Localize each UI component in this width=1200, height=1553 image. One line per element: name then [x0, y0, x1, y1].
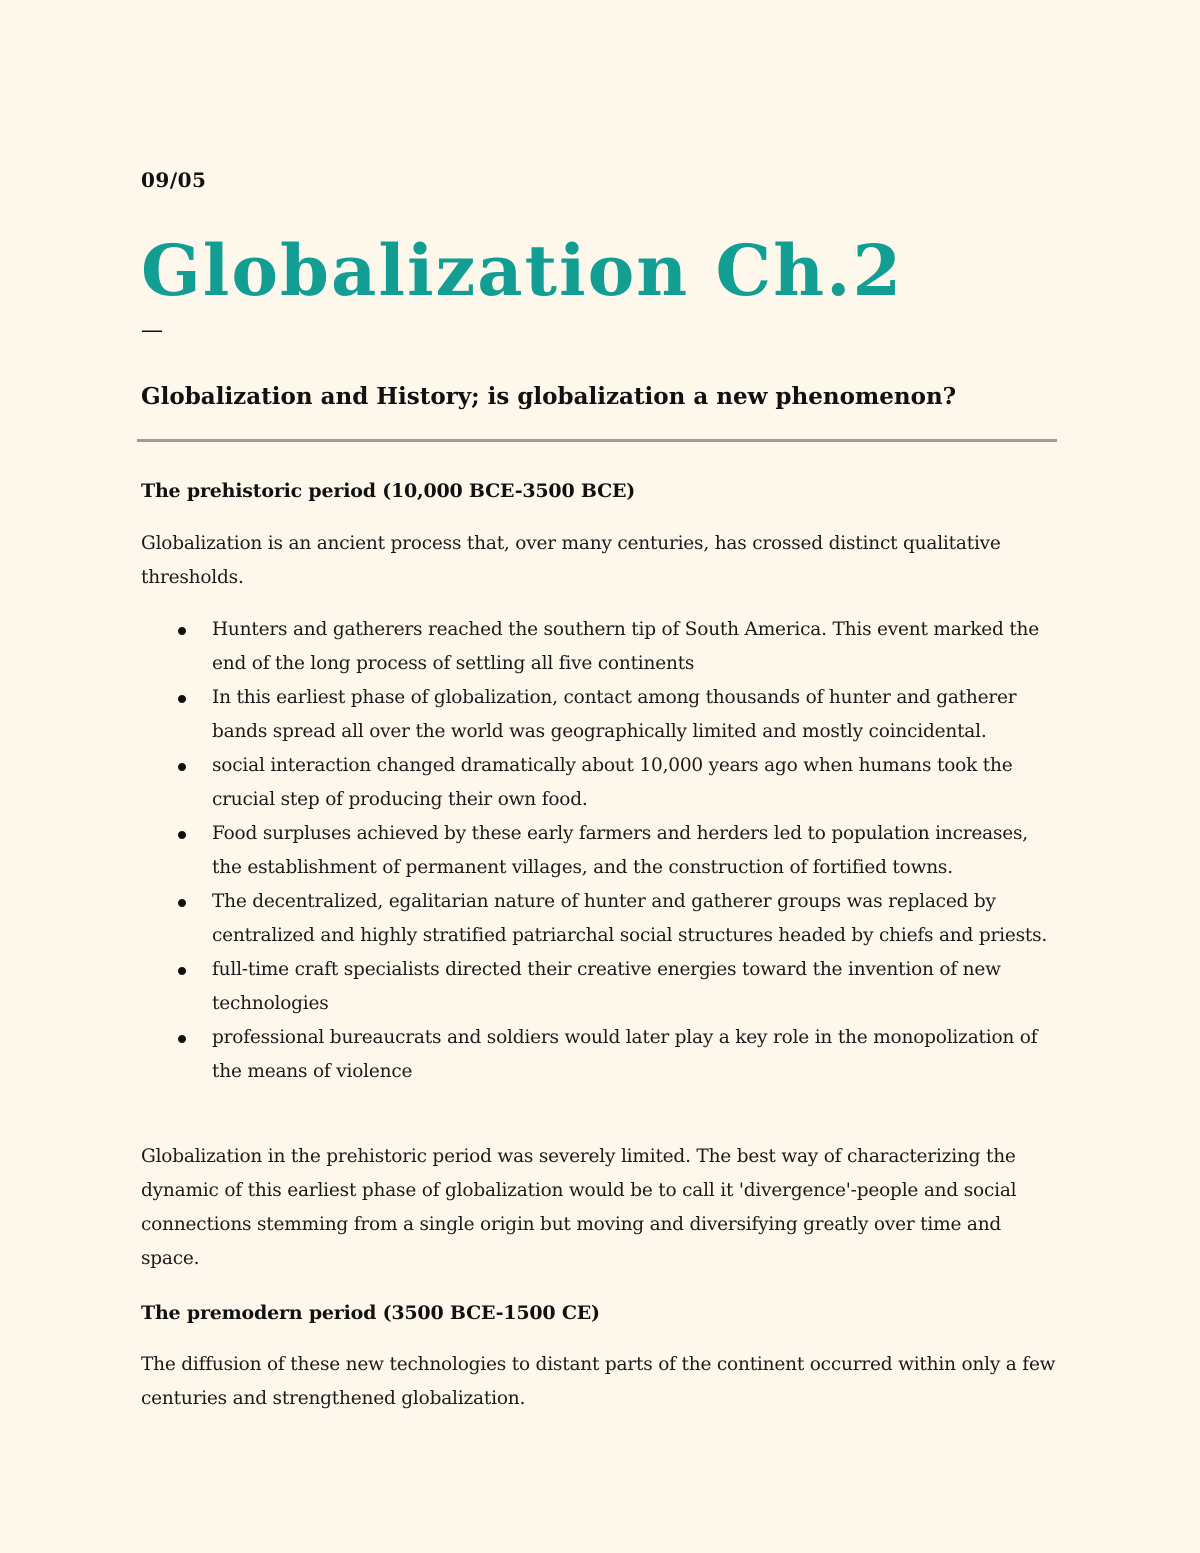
bullet-icon: [178, 899, 186, 907]
list-item: [141, 1021, 1057, 1089]
list-item-text: full-time craft specialists directed their creative energies toward the invention of new technologies: [212, 959, 1001, 1014]
list-item-text: professional bureaucrats and soldiers would later play a key role in the monopolization of the means of violence: [212, 1027, 1038, 1082]
list-item: [141, 817, 1057, 885]
list-item: [141, 953, 1057, 1021]
list-item: [141, 613, 1057, 681]
bullet-icon: [178, 831, 186, 839]
section-heading-prehistoric: The prehistoric period (10,000 BCE-3500 BCE): [141, 480, 636, 502]
list-item: [141, 885, 1057, 953]
list-item-text: The decentralized, egalitarian nature of hunter and gatherer groups was replaced by centralized and highly stratified patriarchal social structures headed by chiefs and priests.: [212, 891, 1048, 946]
title-dash: —: [141, 318, 163, 343]
horizontal-divider: [137, 439, 1057, 442]
section-heading-premodern: The premodern period (3500 BCE-1500 CE): [141, 1302, 600, 1324]
section-conclusion-prehistoric: Globalization in the prehistoric period was severely limited. The best way of characterizing the dynamic of this earliest phase of globalization would be to call it 'divergence'-people and social connections stemming from a single origin but moving and diversifying greatly over time and space.: [141, 1146, 1017, 1269]
list-item-text: In this earliest phase of globalization, contact among thousands of hunter and gatherer bands spread all over the world was geographically limited and mostly coincidental.: [212, 687, 1017, 742]
section-intro-premodern: The diffusion of these new technologies to distant parts of the continent occurred within only a few centuries and strengthened globalization.: [141, 1354, 1056, 1409]
bullet-icon: [178, 627, 186, 635]
bullet-icon: [178, 967, 186, 975]
note-date: 09/05: [141, 168, 207, 192]
bullet-icon: [178, 763, 186, 771]
list-item-text: Food surpluses achieved by these early farmers and herders led to population increases, the establishment of permanent villages, and the construction of fortified towns.: [212, 823, 1028, 878]
list-item: [141, 681, 1057, 749]
bullet-list-prehistoric: [141, 613, 1057, 1089]
section-intro-prehistoric: Globalization is an ancient process that, over many centuries, has crossed distinct qualitative thresholds.: [141, 533, 1001, 588]
list-item-text: social interaction changed dramatically about 10,000 years ago when humans took the crucial step of producing their own food.: [212, 755, 1013, 810]
page-title: Globalization Ch.2: [141, 229, 904, 312]
page-subtitle: Globalization and History; is globalization a new phenomenon?: [141, 383, 957, 410]
list-item: [141, 749, 1057, 817]
bullet-icon: [178, 695, 186, 703]
list-item-text: Hunters and gatherers reached the southern tip of South America. This event marked the end of the long process of settling all five continents: [212, 619, 1040, 674]
bullet-icon: [178, 1035, 186, 1043]
